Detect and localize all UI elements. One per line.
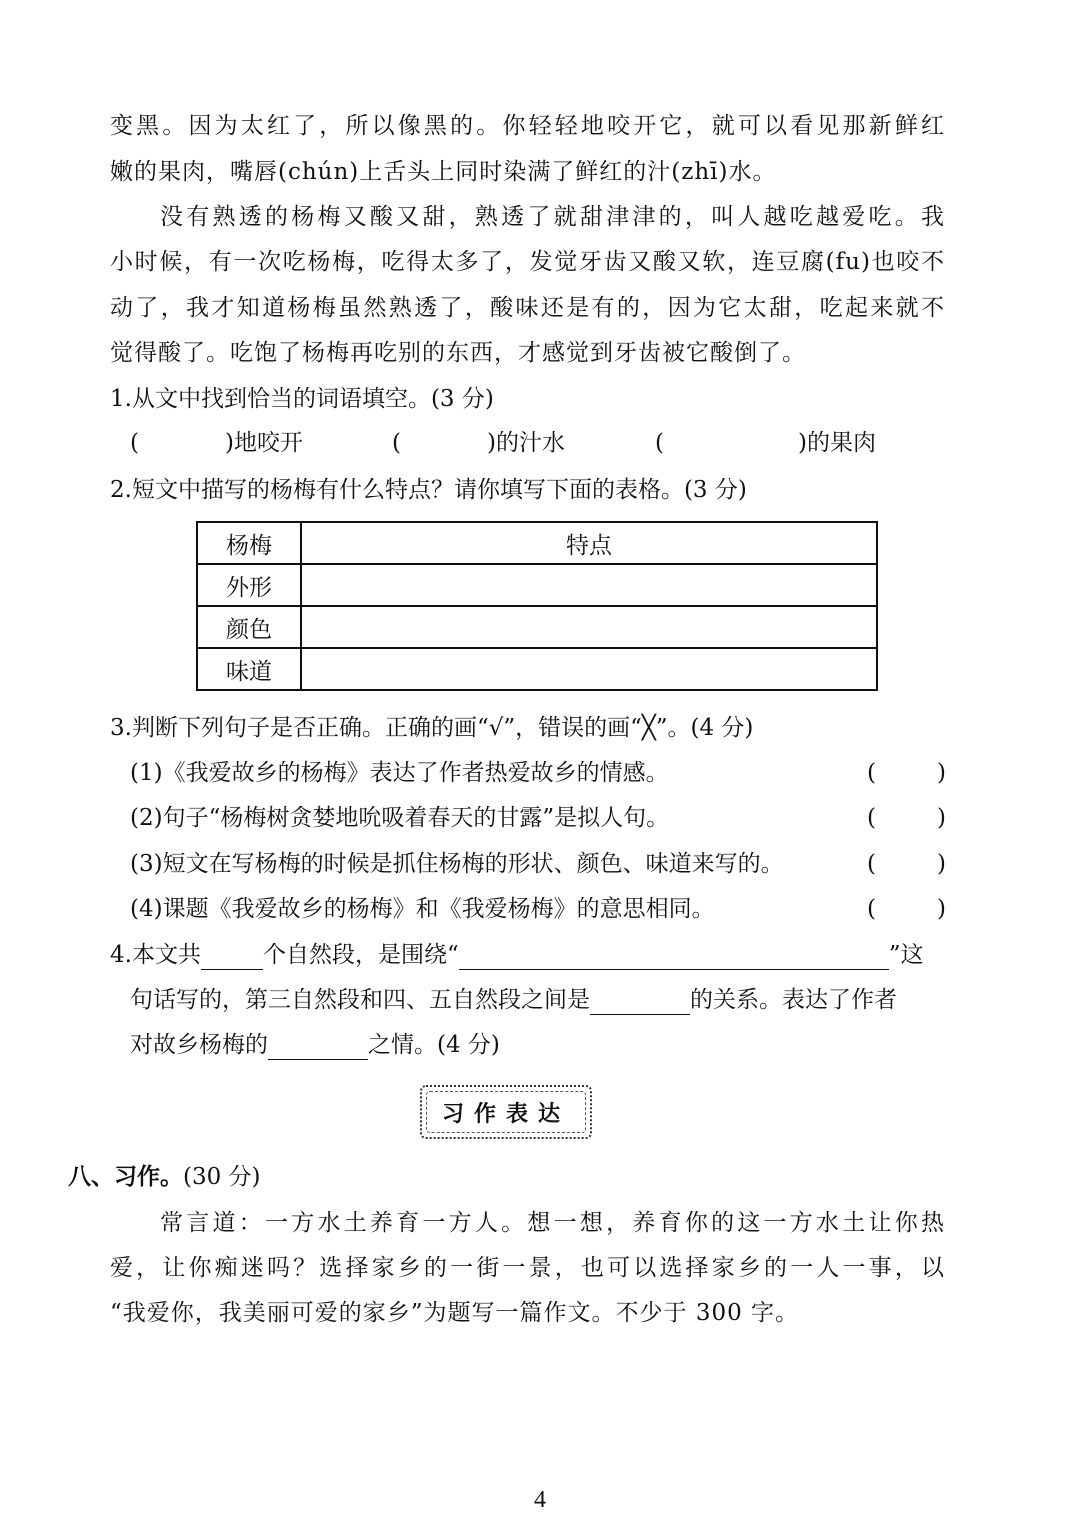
- passage-line: 小时候，有一次吃杨梅，吃得太多了，发觉牙齿又酸又软，连豆腐(fu)也咬不: [110, 249, 945, 275]
- q4-text: 的关系。表达了作者: [690, 987, 897, 1013]
- judge-answer-box[interactable]: ( ): [867, 896, 946, 922]
- question-2-title: 2.短文中描写的杨梅有什么特点？请你填写下面的表格。(3 分): [110, 477, 747, 503]
- question-3-title: 3.判断下列句子是否正确。正确的画“√”，错误的画“╳”。(4 分): [110, 715, 754, 741]
- table-row: [197, 648, 877, 690]
- table-row: [197, 606, 877, 648]
- table-row-label: 外形: [197, 564, 301, 606]
- table-answer-cell[interactable]: [301, 606, 877, 648]
- q1-blank-3-label: 的果肉: [806, 430, 876, 456]
- q4-text: 个自然段，是围绕“: [262, 942, 459, 968]
- question-1-title: 1.从文中找到恰当的词语填空。(3 分): [110, 386, 494, 412]
- q4-text: 4.本文共: [110, 942, 201, 968]
- judge-answer-box[interactable]: ( ): [867, 851, 946, 877]
- q4-blank-central-sentence[interactable]: [459, 947, 889, 970]
- table-header-cell: 特点: [301, 522, 877, 564]
- judge-answer-box[interactable]: ( ): [867, 805, 946, 831]
- essay-prompt-line: “我爱你，我美丽可爱的家乡”为题写一篇作文。不少于 300 字。: [110, 1300, 800, 1326]
- q4-blank-relation[interactable]: [590, 992, 690, 1015]
- section-badge-label: 习作表达: [426, 1091, 586, 1133]
- q1-blank-1-label: 地咬开: [233, 430, 303, 456]
- passage-line: 变黑。因为太红了，所以像黑的。你轻轻地咬开它，就可以看见那新鲜红: [110, 113, 945, 139]
- q4-text: 之情。(4 分): [368, 1032, 500, 1058]
- section-8-heading: 八、习作。: [68, 1163, 183, 1190]
- table-row: [197, 564, 877, 606]
- essay-prompt-line: 常言道：一方水土养育一方人。想一想，养育你的这一方水土让你热: [160, 1210, 945, 1236]
- table-row-label: 味道: [197, 648, 301, 690]
- table-header-cell: 杨梅: [197, 522, 301, 564]
- passage-line: 没有熟透的杨梅又酸又甜，熟透了就甜津津的，叫人越吃越爱吃。我: [160, 204, 945, 230]
- question-4-line-3: [130, 1030, 500, 1060]
- table-row-label: 颜色: [197, 606, 301, 648]
- feature-table: [196, 521, 878, 691]
- passage-line: 嫩的果肉，嘴唇(chún)上舌头上同时染满了鲜红的汁(zhī)水。: [110, 159, 777, 185]
- q4-blank-feeling[interactable]: [268, 1037, 368, 1060]
- judge-item: (4)课题《我爱故乡的杨梅》和《我爱杨梅》的意思相同。: [130, 896, 715, 922]
- section-badge: [420, 1085, 592, 1139]
- essay-prompt-line: 爱，让你痴迷吗？选择家乡的一街一景，也可以选择家乡的一人一事，以: [110, 1255, 945, 1281]
- passage-line: 动了，我才知道杨梅虽然熟透了，酸味还是有的，因为它太甜，吃起来就不: [110, 295, 945, 321]
- judge-item: (1)《我爱故乡的杨梅》表达了作者热爱故乡的情感。: [130, 760, 669, 786]
- q1-blank-2-label: 的汁水: [495, 430, 565, 456]
- table-header-row: [197, 522, 877, 564]
- judge-answer-box[interactable]: ( ): [867, 760, 946, 786]
- q4-blank-paragraph-count[interactable]: [201, 947, 263, 970]
- page-number: 4: [534, 1487, 546, 1513]
- judge-item: (2)句子“杨梅树贪婪地吮吸着春天的甘露”是拟人句。: [130, 805, 670, 831]
- passage-line: 觉得酸了。吃饱了杨梅再吃别的东西，才感觉到牙齿被它酸倒了。: [110, 340, 806, 366]
- question-4-line-1: [110, 940, 923, 970]
- section-8-points: (30 分): [183, 1164, 261, 1190]
- question-4-line-2: [130, 985, 897, 1015]
- table-answer-cell[interactable]: [301, 648, 877, 690]
- q1-blank-1[interactable]: ( )地咬开: [130, 430, 303, 456]
- q4-text: ”这: [888, 942, 924, 968]
- section-8-title: [68, 1162, 261, 1192]
- table-answer-cell[interactable]: [301, 564, 877, 606]
- judge-item: (3)短文在写杨梅的时候是抓住杨梅的形状、颜色、味道来写的。: [130, 851, 784, 877]
- q4-text: 句话写的，第三自然段和四、五自然段之间是: [130, 987, 590, 1013]
- q1-blank-2[interactable]: ( )的汁水: [392, 430, 565, 456]
- q1-blank-3[interactable]: ( )的果肉: [655, 430, 876, 456]
- q4-text: 对故乡杨梅的: [130, 1032, 268, 1058]
